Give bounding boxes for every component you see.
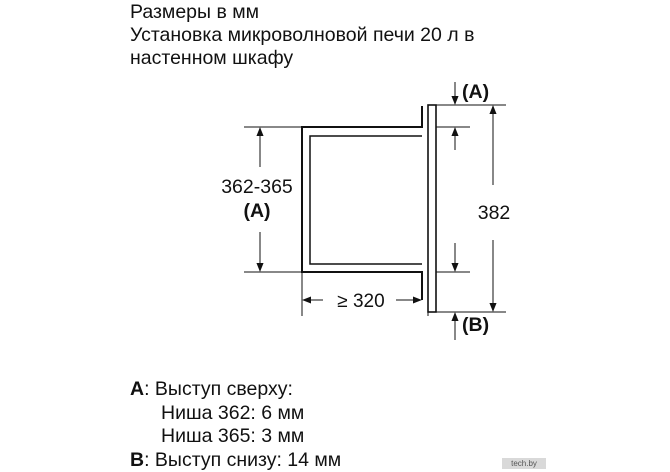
niche-height-label: 362-365	[221, 176, 293, 198]
appliance-front-panel	[428, 105, 436, 312]
legend-b-text: : Выступ снизу: 14 мм	[144, 449, 341, 471]
overall-height-label: 382	[478, 202, 511, 224]
legend-a-key: A	[130, 378, 144, 400]
legend-b-key: B	[130, 449, 144, 471]
heading-line-1: Размеры в мм	[130, 1, 474, 24]
legend-a-text: : Выступ сверху:	[144, 378, 293, 400]
cabinet-outline	[302, 106, 422, 300]
legend-b-row	[130, 449, 341, 472]
top-overhang-marker: (A)	[462, 81, 489, 103]
legend-a-niche-365: Ниша 365: 3 мм	[130, 425, 341, 449]
legend-a-niche-362: Ниша 362: 6 мм	[130, 402, 341, 426]
niche-height-marker: (A)	[243, 200, 270, 222]
legend	[130, 378, 341, 472]
heading-line-3: настенном шкафу	[130, 47, 474, 70]
legend-a-row	[130, 378, 341, 402]
watermark-logo: tech.by	[502, 458, 546, 469]
niche-outline	[310, 136, 422, 264]
bottom-overhang-marker: (B)	[462, 314, 489, 336]
niche-depth-label: ≥ 320	[337, 291, 384, 312]
heading-line-2: Установка микроволновой печи 20 л в	[130, 24, 474, 47]
